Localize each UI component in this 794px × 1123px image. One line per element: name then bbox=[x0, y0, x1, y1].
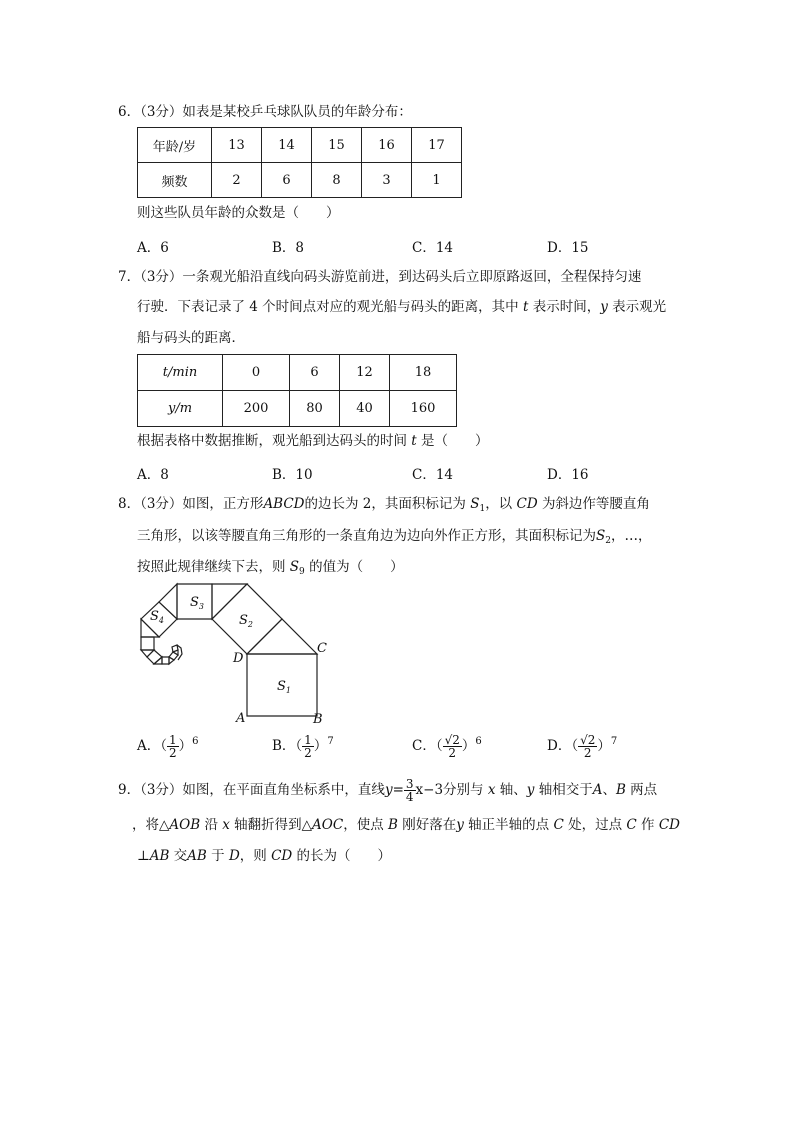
q7-cell: 6 bbox=[290, 355, 340, 391]
text: 轴、 bbox=[499, 782, 527, 798]
q7-cell: 80 bbox=[290, 391, 340, 427]
exponent: 7 bbox=[610, 736, 618, 747]
var-b: B bbox=[388, 817, 398, 833]
exponent: 6 bbox=[475, 736, 482, 747]
var-ab: AB bbox=[187, 848, 207, 864]
q6-cell: 13 bbox=[212, 128, 262, 163]
q6-cell: 15 bbox=[312, 128, 362, 163]
q7-cell: 160 bbox=[390, 391, 457, 427]
exponent: 6 bbox=[192, 736, 199, 747]
q7-cell: 12 bbox=[340, 355, 390, 391]
denominator: 4 bbox=[405, 790, 414, 804]
text: 轴正半轴的点 bbox=[468, 817, 550, 833]
paren: ） bbox=[597, 738, 611, 754]
text: 根据表格中数据推断，观光船到达码头的时间 bbox=[137, 433, 407, 449]
text: ，将△ bbox=[132, 817, 170, 833]
denominator: 2 bbox=[448, 746, 457, 760]
option-letter: B．（ bbox=[272, 738, 303, 754]
text: 作 bbox=[641, 817, 655, 833]
text: 9．（3分）如图，在平面直角坐标系中，直线 bbox=[118, 782, 385, 798]
numerator: 3 bbox=[405, 777, 414, 791]
text: 、 bbox=[602, 782, 616, 798]
q9-line2 bbox=[132, 815, 680, 835]
denominator: 2 bbox=[304, 746, 312, 760]
fraction bbox=[578, 734, 597, 759]
text: 两点 bbox=[630, 782, 658, 798]
q7-cell: t/min bbox=[138, 355, 223, 391]
subscript: 2 bbox=[605, 536, 611, 546]
q7-line2 bbox=[137, 297, 666, 317]
label-c: C bbox=[317, 641, 327, 656]
option-letter: C．（ bbox=[412, 738, 443, 754]
var-aoc: AOC bbox=[312, 817, 344, 833]
q8-line1 bbox=[118, 494, 650, 516]
text: 按照此规律继续下去，则 bbox=[137, 559, 286, 575]
text: 三角形，以该等腰直角三角形的一条直角边为边向外作正方形，其面积标记为 bbox=[137, 528, 596, 544]
option-letter: A．（ bbox=[137, 738, 167, 754]
label-b: B bbox=[313, 712, 323, 724]
q8-line2 bbox=[137, 526, 651, 548]
q6-option-d[interactable]: D．15 bbox=[547, 240, 589, 256]
q7-cell: y/m bbox=[138, 391, 223, 427]
q6-cell: 14 bbox=[262, 128, 312, 163]
var-b: B bbox=[615, 782, 626, 798]
q6-cell: 1 bbox=[412, 163, 462, 198]
square-s5 bbox=[141, 637, 154, 650]
text: 的值为（ ） bbox=[309, 559, 404, 575]
var-t: t bbox=[411, 433, 417, 449]
var-s: S bbox=[596, 528, 606, 544]
text: ，…， bbox=[610, 528, 652, 544]
square-s7 bbox=[162, 657, 169, 664]
var-c: C bbox=[626, 817, 637, 833]
q7-distance-table bbox=[137, 354, 457, 427]
var-c: C bbox=[553, 817, 564, 833]
label-d: D bbox=[233, 651, 244, 666]
q6-stem: 6．（3分）如表是某校乒乓球队队员的年龄分布： bbox=[118, 104, 412, 120]
q6-option-b[interactable]: B．8 bbox=[272, 240, 305, 256]
equation-y: y= bbox=[384, 782, 404, 798]
q6-cell: 年龄/岁 bbox=[138, 128, 212, 163]
q6-option-c[interactable]: C．14 bbox=[412, 240, 454, 256]
var-s: S bbox=[470, 496, 480, 512]
paren: ） bbox=[313, 738, 328, 754]
label-s4: $S_4$ bbox=[150, 609, 164, 625]
triangle-1 bbox=[247, 619, 317, 654]
q6-age-table bbox=[137, 127, 462, 198]
paren: ） bbox=[178, 738, 193, 754]
text: 的长为（ ） bbox=[296, 848, 392, 864]
var-cd: CD bbox=[271, 848, 293, 864]
text: 表示观光 bbox=[612, 299, 667, 315]
triangle-6 bbox=[154, 657, 162, 664]
numerator: √2 bbox=[444, 733, 460, 747]
q8-line3 bbox=[137, 557, 404, 579]
q8-option-c[interactable] bbox=[412, 734, 482, 759]
numerator: 1 bbox=[304, 733, 312, 747]
q6-question: 则这些队员年龄的众数是（ ） bbox=[137, 205, 340, 221]
text: 表示时间， bbox=[532, 299, 601, 315]
text: 是（ ） bbox=[421, 433, 489, 449]
q6-option-a[interactable]: A．6 bbox=[137, 240, 169, 256]
var-d: D bbox=[228, 848, 240, 864]
q7-line3: 船与码头的距离． bbox=[137, 330, 245, 346]
exponent: 7 bbox=[327, 736, 334, 747]
q9-line3 bbox=[137, 846, 391, 866]
q6-cell: 17 bbox=[412, 128, 462, 163]
subscript: 9 bbox=[299, 567, 305, 577]
label-s3: $S_3$ bbox=[190, 595, 204, 611]
q7-cell: 40 bbox=[340, 391, 390, 427]
var-aob: AOB bbox=[169, 817, 201, 833]
q7-option-d[interactable]: D．16 bbox=[547, 467, 589, 483]
var-y: y bbox=[600, 299, 608, 315]
q7-option-a[interactable]: A．8 bbox=[137, 467, 169, 483]
q6-cell: 2 bbox=[212, 163, 262, 198]
var-s: S bbox=[289, 559, 300, 575]
var-cd: CD bbox=[516, 496, 538, 512]
var-abcd: ABCD bbox=[263, 496, 305, 512]
fraction bbox=[302, 734, 314, 759]
q6-cell: 频数 bbox=[138, 163, 212, 198]
text: 行驶．下表记录了 4 个时间点对应的观光船与码头的距离，其中 bbox=[137, 299, 519, 315]
text: 的边长为 2，其面积标记为 bbox=[304, 496, 466, 512]
triangle-3 bbox=[159, 584, 177, 619]
fraction bbox=[443, 734, 462, 759]
var-y: y bbox=[526, 782, 535, 798]
label-s2: $S_2$ bbox=[239, 613, 253, 629]
text: 轴相交于 bbox=[538, 782, 593, 798]
text: 刚好落在 bbox=[402, 817, 457, 833]
denominator: 2 bbox=[583, 746, 592, 760]
var-x: x bbox=[487, 782, 496, 798]
square-s9 bbox=[172, 645, 178, 652]
var-a: A bbox=[592, 782, 603, 798]
var-t: t bbox=[522, 299, 529, 315]
text: 处，过点 bbox=[568, 817, 623, 833]
text: 轴翻折得到△ bbox=[234, 817, 313, 833]
fraction bbox=[404, 778, 416, 803]
q6-cell: 3 bbox=[362, 163, 412, 198]
q7-option-c[interactable]: C．14 bbox=[412, 467, 454, 483]
numerator: √2 bbox=[580, 733, 596, 747]
q6-cell: 6 bbox=[262, 163, 312, 198]
denominator: 2 bbox=[169, 746, 177, 760]
text: ⊥ bbox=[137, 848, 150, 864]
q8-square-spiral-figure bbox=[134, 582, 329, 724]
text: 为斜边作等腰直角 bbox=[541, 496, 650, 512]
text: ，以 bbox=[485, 496, 513, 512]
text: 沿 bbox=[204, 817, 218, 833]
label-s1: $S_1$ bbox=[277, 679, 291, 695]
q9-line1 bbox=[118, 778, 657, 803]
text: ，则 bbox=[239, 848, 267, 864]
subscript: 1 bbox=[479, 504, 486, 514]
text: 于 bbox=[211, 848, 225, 864]
label-a: A bbox=[236, 711, 246, 724]
var-ab: AB bbox=[149, 848, 170, 864]
q7-cell: 18 bbox=[390, 355, 457, 391]
text: 交 bbox=[173, 848, 188, 864]
paren: ） bbox=[461, 738, 476, 754]
text: x−3分别与 bbox=[415, 782, 484, 798]
var-cd: CD bbox=[658, 817, 680, 833]
text: 8．（3分）如图，正方形 bbox=[118, 496, 264, 512]
q7-line1: 7．（3分）一条观光船沿直线向码头游览前进，到达码头后立即原路返回，全程保持匀速 bbox=[118, 269, 642, 285]
var-x: x bbox=[222, 817, 230, 833]
numerator: 1 bbox=[169, 733, 177, 747]
q7-cell: 0 bbox=[223, 355, 290, 391]
q8-option-b[interactable] bbox=[272, 734, 334, 759]
q7-cell: 200 bbox=[223, 391, 290, 427]
text: ，使点 bbox=[343, 817, 384, 833]
square-s6 bbox=[147, 650, 162, 664]
square-s8 bbox=[169, 652, 178, 660]
var-y: y bbox=[456, 817, 464, 833]
q6-cell: 8 bbox=[312, 163, 362, 198]
q7-question bbox=[137, 431, 489, 451]
option-letter: D．（ bbox=[547, 738, 579, 754]
q6-cell: 16 bbox=[362, 128, 412, 163]
q8-option-d[interactable] bbox=[547, 734, 617, 759]
fraction bbox=[167, 734, 179, 759]
q8-option-a[interactable] bbox=[137, 734, 199, 759]
q7-option-b[interactable]: B．10 bbox=[272, 467, 313, 483]
